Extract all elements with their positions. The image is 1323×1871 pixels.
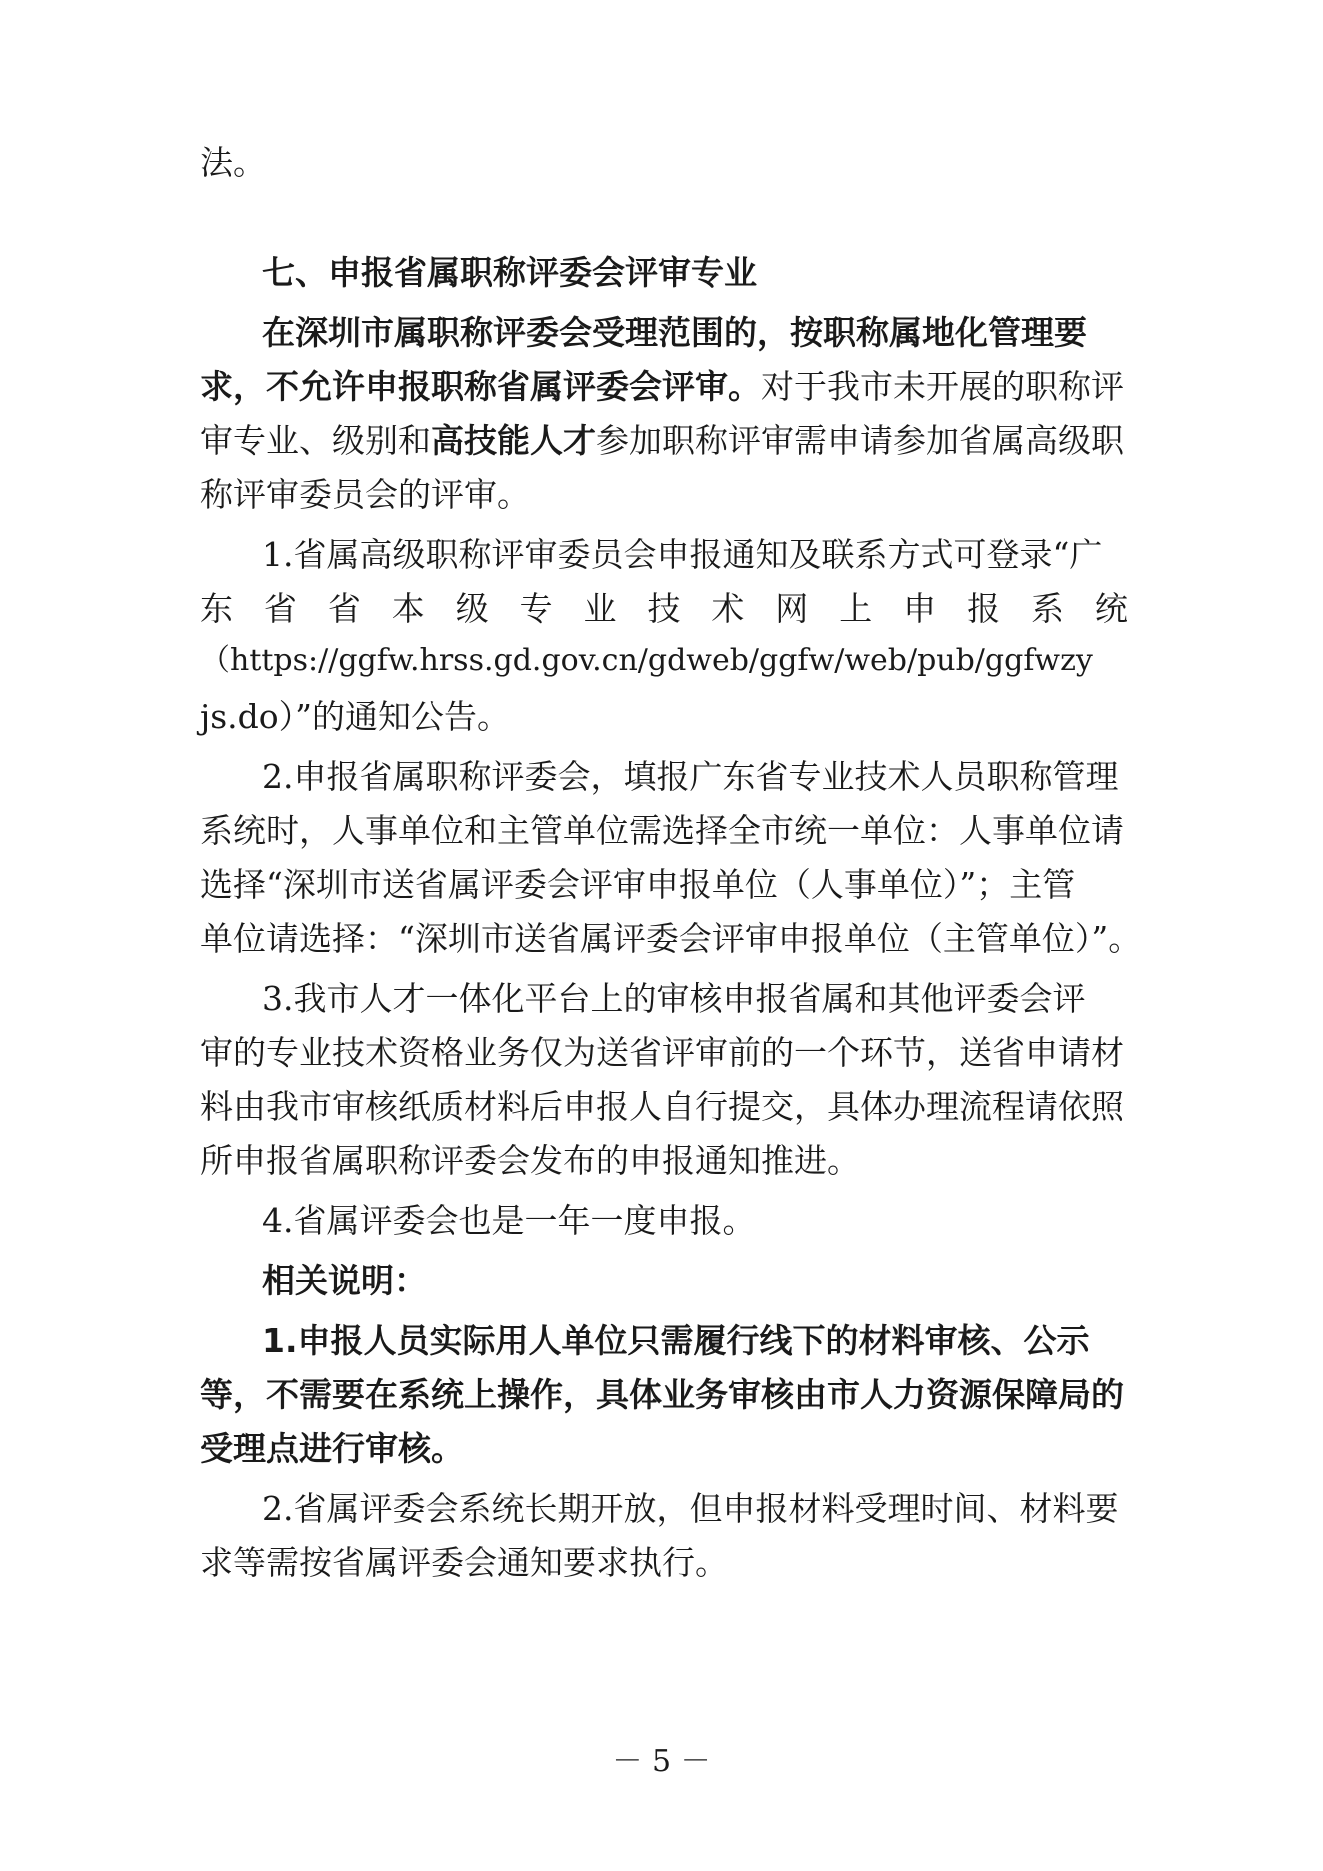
paragraph-line: 3.我市人才一体化平台上的审核申报省属和其他评委会评 bbox=[262, 979, 1086, 1018]
paragraph-line: 法。 bbox=[200, 143, 266, 182]
url-line: （https://ggfw.hrss.gd.gov.cn/gdweb/ggfw/web/pub/ggfwzy bbox=[200, 643, 1093, 678]
normal-text: 审专业、级别和 bbox=[200, 421, 431, 460]
spaced-char: 术 bbox=[711, 589, 745, 628]
spaced-char: 网 bbox=[775, 589, 809, 628]
spaced-char: 报 bbox=[967, 589, 1001, 628]
paragraph-line: 2.省属评委会系统长期开放，但申报材料受理时间、材料要 bbox=[262, 1489, 1119, 1528]
paragraph-line: 选择“深圳市送省属评委会评审申报单位（人事单位）”；主管 bbox=[200, 865, 1076, 904]
paragraph-line: 4.省属评委会也是一年一度申报。 bbox=[262, 1201, 756, 1240]
paragraph-line: js.do）”的通知公告。 bbox=[200, 697, 511, 736]
paragraph-line: 系统时，人事单位和主管单位需选择全市统一单位：人事单位请 bbox=[200, 811, 1124, 850]
paragraph-line: 审的专业技术资格业务仅为送省评审前的一个环节，送省申请材 bbox=[200, 1033, 1124, 1072]
paragraph-line: 所申报省属职称评委会发布的申报通知推进。 bbox=[200, 1141, 860, 1180]
paragraph-line: 求等需按省属评委会通知要求执行。 bbox=[200, 1543, 728, 1582]
paragraph-line bbox=[200, 367, 1128, 406]
paragraph-line: 2.申报省属职称评委会，填报广东省专业技术人员职称管理 bbox=[262, 757, 1119, 796]
paragraph-line: 料由我市审核纸质材料后申报人自行提交，具体办理流程请依照 bbox=[200, 1087, 1124, 1126]
spaced-char: 本 bbox=[391, 589, 425, 628]
spaced-paragraph-line bbox=[200, 589, 1128, 628]
section-heading: 七、申报省属职称评委会评审专业 bbox=[262, 253, 757, 292]
paragraph-line bbox=[200, 421, 1128, 460]
page-number: － 5 － bbox=[612, 1744, 711, 1779]
spaced-char: 技 bbox=[647, 589, 681, 628]
spaced-char: 专 bbox=[519, 589, 553, 628]
spaced-char: 省 bbox=[327, 589, 361, 628]
subsection-heading: 相关说明： bbox=[262, 1261, 427, 1300]
spaced-char: 申 bbox=[903, 589, 937, 628]
bold-text: 求，不允许申报职称省属评委会评审。 bbox=[200, 367, 761, 406]
paragraph-line: 1.申报人员实际用人单位只需履行线下的材料审核、公示 bbox=[262, 1321, 1090, 1360]
spaced-char: 统 bbox=[1094, 589, 1128, 628]
paragraph-line: 等，不需要在系统上操作，具体业务审核由市人力资源保障局的 bbox=[200, 1375, 1124, 1414]
spaced-char: 上 bbox=[839, 589, 873, 628]
paragraph-line: 受理点进行审核。 bbox=[200, 1429, 464, 1468]
normal-text: 参加职称评审需申请参加省属高级职 bbox=[596, 421, 1124, 460]
spaced-char: 级 bbox=[455, 589, 489, 628]
normal-text: 对于我市未开展的职称评 bbox=[761, 367, 1124, 406]
spaced-char: 业 bbox=[583, 589, 617, 628]
bold-text: 高技能人才 bbox=[431, 421, 596, 460]
spaced-char: 东 bbox=[200, 589, 233, 628]
spaced-char: 省 bbox=[263, 589, 297, 628]
paragraph-line: 称评审委员会的评审。 bbox=[200, 475, 530, 514]
paragraph-line: 在深圳市属职称评委会受理范围的，按职称属地化管理要 bbox=[262, 313, 1087, 352]
spaced-char: 系 bbox=[1030, 589, 1064, 628]
paragraph-line: 1.省属高级职称评审委员会申报通知及联系方式可登录“广 bbox=[262, 535, 1103, 574]
paragraph-line: 单位请选择：“深圳市送省属评委会评审申报单位（主管单位）”。 bbox=[200, 919, 1142, 958]
